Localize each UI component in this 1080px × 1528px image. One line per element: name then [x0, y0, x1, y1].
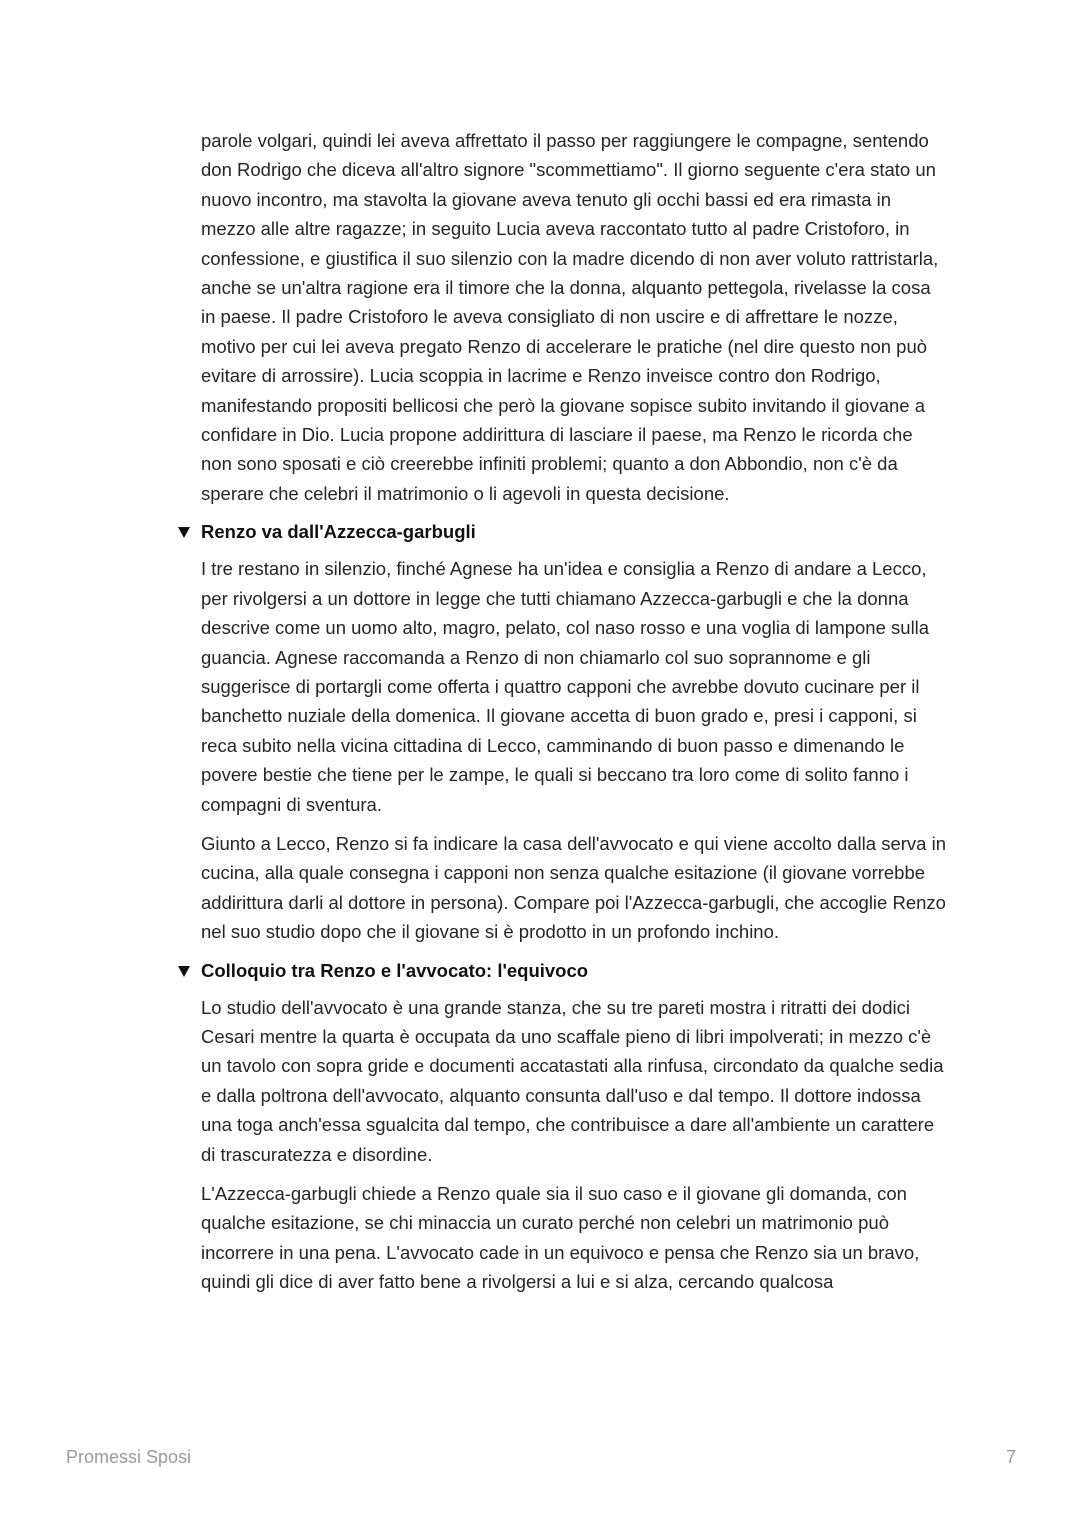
paragraph-intro: parole volgari, quindi lei aveva affrettato il passo per raggiungere le compagne, sentendo don Rodrigo che diceva all'altro signore "scommettiamo". Il giorno seguente c'era stato un nuovo incontro, ma stavolta la giovane aveva tenuto gli occhi bassi ed era rimasta in mezzo alle altre ragazze; in seguito Lucia aveva raccontato tutto al padre Cristoforo, in confessione, e giustifica il suo silenzio con la madre dicendo di non aver voluto rattristarla, anche se un'altra ragione era il timore che la donna, alquanto pettegola, rivelasse la cosa in paese. Il padre Cristoforo le aveva consigliato di non uscire e di affrettare le nozze, motivo per cui lei aveva pregato Renzo di accelerare le pratiche (nel dire questo non può evitare di arrossire). Lucia scoppia in lacrime e Renzo inveisce contro don Rodrigo, manifestando propositi bellicosi che però la giovane sopisce subito invitando il giovane a confidare in Dio. Lucia propone addirittura di lasciare il paese, ma Renzo le ricorda che non sono sposati e ciò creerebbe infiniti problemi; quanto a don Abbondio, non c'è da sperare che celebri il matrimonio o li agevoli in questa decisione.: [201, 130, 939, 504]
toggle-colloquio[interactable]: [178, 959, 1080, 983]
paragraph-toggle1-2: Giunto a Lecco, Renzo si fa indicare la casa dell'avvocato e qui viene accolto dalla serva in cucina, alla quale consegna i capponi non senza qualche esitazione (il giovane vorrebbe addirittura darli al dottore in persona). Compare poi l'Azzecca-garbugli, che accoglie Renzo nel suo studio dopo che il giovane si è prodotto in un profondo inchino.: [201, 832, 946, 943]
toggle-renzo-azzecca[interactable]: [178, 520, 1080, 544]
paragraph-toggle2-2: L'Azzecca-garbugli chiede a Renzo quale sia il suo caso e il giovane gli domanda, con qualche esitazione, se chi minaccia un curato perché non celebri un matrimonio può incorrere in una pena. L'avvocato cade in un equivoco e pensa che Renzo sia un bravo, quindi gli dice di aver fatto bene a rivolgersi a lui e si alza, cercando qualcosa: [201, 1183, 920, 1293]
page-number: 7: [1005, 1447, 1016, 1467]
paragraph-toggle2-1: Lo studio dell'avvocato è una grande stanza, che su tre pareti mostra i ritratti dei dodici Cesari mentre la quarta è occupata da uno scaffale pieno di libri impolverati; in mezzo c'è un tavolo con sopra gride e documenti accatastati alla rinfusa, circondato da qualche sedia e dalla poltrona dell'avvocato, alquanto consunta dall'uso e dal tempo. Il dottore indossa una toga anch'essa sgualcita dal tempo, che contribuisce a dare all'ambiente un carattere di trascuratezza e disordine.: [201, 996, 944, 1165]
toggle-title: Renzo va dall'Azzecca-garbugli: [201, 521, 476, 543]
triangle-down-icon[interactable]: [178, 527, 190, 538]
document-body: [0, 126, 1080, 1297]
triangle-down-icon[interactable]: [178, 966, 190, 977]
toggle-title: Colloquio tra Renzo e l'avvocato: l'equivoco: [201, 959, 589, 981]
paragraph-toggle1-1: I tre restano in silenzio, finché Agnese ha un'idea e consiglia a Renzo di andare a Lecco, per rivolgersi a un dottore in legge che tutti chiamano Azzecca-garbugli e che la donna descrive come un uomo alto, magro, pelato, col naso rosso e una voglia di lampone sulla guancia. Agnese raccomanda a Renzo di non chiamarlo col suo soprannome e gli suggerisce di portargli come offerta i quattro capponi che avrebbe dovuto cucinare per il banchetto nuziale della domenica. Il giovane accetta di buon grado e, presi i capponi, si reca subito nella vicina cittadina di Lecco, camminando di buon passo e dimenando le povere bestie che tiene per le zampe, le quali si beccano tra loro come di solito fanno i compagni di sventura.: [201, 558, 930, 815]
footer-document-title: Promessi Sposi: [66, 1447, 192, 1467]
